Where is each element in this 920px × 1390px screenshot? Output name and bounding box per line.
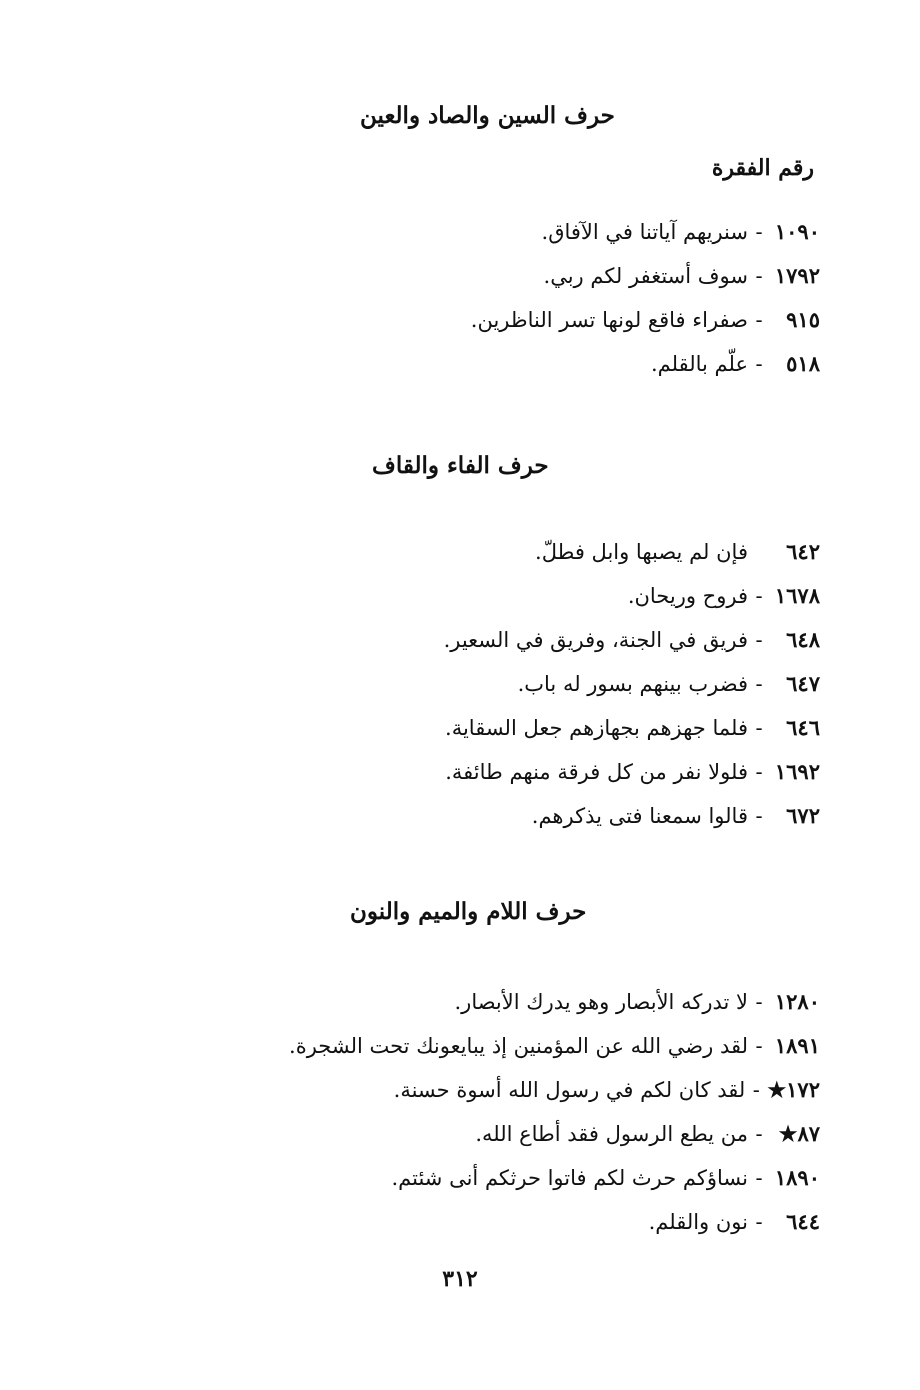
entry-number: ١٧٢★ — [767, 1077, 820, 1102]
entry-text: سنريهم آياتنا في الآفاق. — [541, 220, 748, 244]
entry-text: فلما جهزهم بجهازهم جعل السقاية. — [445, 716, 748, 740]
entry-number: ٨٧★ — [778, 1121, 820, 1146]
entry-dash: - — [752, 1078, 760, 1102]
entries-list-section-3 — [289, 980, 820, 1244]
column-label-paragraph-number: رقم الفقرة — [711, 155, 814, 181]
entry-text: فضرب بينهم بسور له باب. — [517, 672, 748, 696]
page-number: ٣١٢ — [442, 1266, 478, 1292]
entry-dash: - — [755, 804, 763, 828]
entry-dash: - — [755, 628, 763, 652]
list-item — [444, 794, 820, 838]
list-item — [289, 1024, 820, 1068]
entry-dash: - — [755, 990, 763, 1014]
entry-dash: - — [755, 1166, 763, 1190]
entry-text: نون والقلم. — [648, 1210, 748, 1234]
list-item — [289, 980, 820, 1024]
list-item — [471, 254, 820, 298]
list-item — [471, 298, 820, 342]
list-item — [444, 750, 820, 794]
entry-number: ٦٤٤ — [786, 1209, 820, 1234]
entries-list-section-2 — [444, 530, 820, 838]
entry-text: علّم بالقلم. — [650, 352, 748, 376]
section-title-seen-sad-ain: حرف السين والصاد والعين — [360, 102, 615, 129]
list-item — [444, 574, 820, 618]
entry-number: ٩١٥ — [786, 307, 820, 332]
entry-text: سوف أستغفر لكم ربي. — [543, 264, 748, 288]
entry-dash: - — [755, 1122, 763, 1146]
list-item — [444, 530, 820, 574]
entry-number: ١٨٩١ — [774, 1033, 820, 1058]
entry-text: نساؤكم حرث لكم فاتوا حرثكم أنى شئتم. — [391, 1166, 748, 1190]
list-item — [289, 1068, 820, 1112]
entry-number: ٦٧٢ — [786, 803, 820, 828]
entry-text: لا تدركه الأبصار وهو يدرك الأبصار. — [454, 990, 748, 1014]
entry-number: ١٦٩٢ — [774, 759, 820, 784]
entry-text: قالوا سمعنا فتى يذكرهم. — [531, 804, 748, 828]
entry-dash: - — [755, 352, 763, 376]
entry-text: لقد كان لكم في رسول الله أسوة حسنة. — [393, 1078, 746, 1102]
entry-dash: - — [755, 1210, 763, 1234]
entry-dash: - — [755, 672, 763, 696]
entry-text: فإن لم يصبها وابل فطلّ. — [535, 540, 748, 564]
section-title-lam-meem-noon: حرف اللام والميم والنون — [350, 898, 587, 925]
entry-number: ٥١٨ — [786, 351, 820, 376]
entry-text: فريق في الجنة، وفريق في السعير. — [443, 628, 748, 652]
entry-dash: - — [755, 308, 763, 332]
entry-text: من يطع الرسول فقد أطاع الله. — [475, 1122, 748, 1146]
entry-dash: - — [755, 584, 763, 608]
entry-dash: - — [755, 1034, 763, 1058]
entry-dash: - — [755, 264, 763, 288]
section-title-fa-qaf: حرف الفاء والقاف — [372, 452, 549, 479]
entry-dash: - — [755, 716, 763, 740]
list-item — [471, 210, 820, 254]
entry-text: فلولا نفر من كل فرقة منهم طائفة. — [445, 760, 748, 784]
entry-number: ١٦٧٨ — [774, 583, 820, 608]
list-item — [444, 618, 820, 662]
entry-dash: - — [755, 220, 763, 244]
entry-text: فروح وريحان. — [627, 584, 748, 608]
entry-number: ١٨٩٠ — [774, 1165, 820, 1190]
list-item — [444, 662, 820, 706]
entry-number: ٦٤٦ — [786, 715, 820, 740]
entry-number: ٦٤٧ — [786, 671, 820, 696]
list-item — [289, 1156, 820, 1200]
entry-number: ٦٤٢ — [786, 539, 820, 564]
entries-list-section-1 — [471, 210, 820, 386]
list-item — [289, 1112, 820, 1156]
entry-number: ١٠٩٠ — [774, 219, 820, 244]
entry-number: ١٢٨٠ — [774, 989, 820, 1014]
entry-number: ٦٤٨ — [786, 627, 820, 652]
list-item — [471, 342, 820, 386]
list-item — [289, 1200, 820, 1244]
entry-dash: - — [755, 760, 763, 784]
entry-text: صفراء فاقع لونها تسر الناظرين. — [470, 308, 748, 332]
entry-number: ١٧٩٢ — [774, 263, 820, 288]
entry-text: لقد رضي الله عن المؤمنين إذ يبايعونك تحت الشجرة. — [289, 1034, 748, 1058]
list-item — [444, 706, 820, 750]
